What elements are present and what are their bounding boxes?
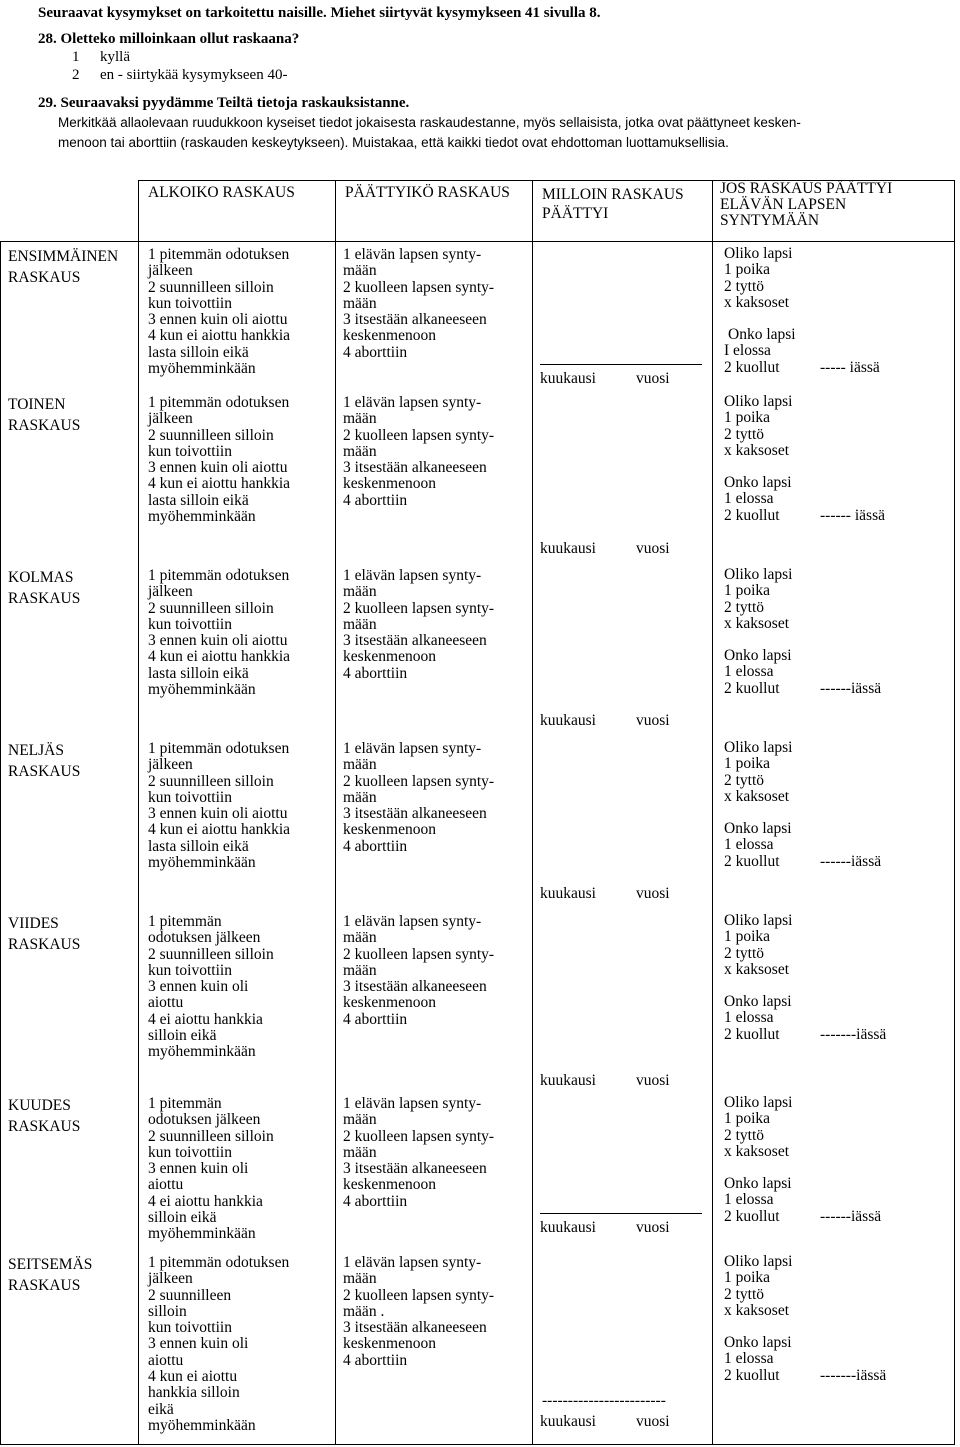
alkoiko-option-line[interactable]: 2 suunnilleen silloin (148, 772, 274, 790)
alkoiko-option-line[interactable]: odotuksen jälkeen (148, 1111, 261, 1129)
alkoiko-option-line[interactable]: 1 pitemmän odotuksen (148, 394, 290, 411)
q28-option-number: 1 (72, 49, 80, 65)
paattyiko-option-line[interactable]: keskenmenoon (343, 994, 436, 1012)
paattyiko-option-line[interactable]: mään (343, 410, 377, 428)
child-tytto[interactable]: 2 tyttö (724, 425, 765, 443)
child-info[interactable] (724, 246, 880, 376)
intro-section (38, 4, 953, 152)
paattyiko-option-line[interactable]: 3 itsestään alkaneeseen (343, 459, 487, 477)
alkoiko-option-line[interactable]: myöhemminkään (148, 1043, 256, 1061)
alkoiko-option-line[interactable]: 2 suunnilleen silloin (148, 599, 274, 617)
paattyiko-option-line[interactable]: keskenmenoon (343, 327, 436, 345)
child-gap (724, 459, 885, 475)
alkoiko-option-line[interactable]: myöhemminkään (148, 1416, 256, 1434)
child-kaksoset[interactable]: x kaksoset (724, 960, 790, 978)
paattyiko-option-line[interactable]: 4 aborttiin (343, 664, 408, 682)
alkoiko-option-line[interactable]: lasta silloin eikä (148, 837, 249, 855)
alkoiko-option-line[interactable]: 3 ennen kuin oli (148, 1160, 249, 1178)
table-right-border (954, 180, 955, 1445)
paattyiko-option-line[interactable]: mään (343, 442, 377, 460)
row-label-line: RASKAUS (8, 1118, 81, 1135)
paattyiko-options[interactable] (343, 1096, 494, 1210)
alkoiko-option-line[interactable]: odotuksen jälkeen (148, 929, 261, 947)
alkoiko-option-line[interactable]: kun toivottiin (148, 961, 232, 979)
paattyiko-option-line[interactable]: 4 aborttiin (343, 1010, 408, 1028)
paattyiko-option-line[interactable]: mään (343, 1270, 377, 1288)
child-poika[interactable]: 1 poika (724, 261, 771, 279)
alkoiko-option-line[interactable]: jälkeen (148, 1270, 193, 1288)
alkoiko-option-line[interactable]: 2 suunnilleen silloin (148, 1127, 274, 1145)
paattyiko-option-line[interactable]: 1 elävän lapsen synty- (343, 567, 482, 584)
row-label-line: RASKAUS (8, 936, 81, 953)
question-28: 28. Oletteko milloinkaan ollut raskaana? (38, 31, 300, 47)
child-poika[interactable]: 1 poika (724, 582, 771, 600)
paattyiko-option-line[interactable]: keskenmenoon (343, 1335, 436, 1353)
child-age-field[interactable]: ----- iässä (820, 358, 880, 376)
paattyiko-option-line[interactable]: mään (343, 929, 377, 947)
child-tytto[interactable]: 2 tyttö (724, 1285, 765, 1303)
child-oliko: Oliko lapsi (724, 566, 793, 583)
child-poika[interactable]: 1 poika (724, 1110, 771, 1128)
instruction-line-1: Merkitkää allaolevaan ruudukkoon kyseiset tiedot jokaisesta raskaudestanne, myös sellaisista, jotka ovat päättyneet kesken- (58, 115, 801, 130)
paattyiko-option-line[interactable]: keskenmenoon (343, 648, 436, 666)
paattyiko-option-line[interactable]: 1 elävän lapsen synty- (343, 1095, 482, 1112)
child-kuollut[interactable]: 2 kuollut (724, 1207, 780, 1225)
alkoiko-option-line[interactable]: 3 ennen kuin oli aiottu (148, 311, 288, 329)
paattyiko-option-line[interactable]: mään (343, 961, 377, 979)
alkoiko-option-line[interactable]: aiottu (148, 1351, 184, 1369)
paattyiko-option-line[interactable]: 4 aborttiin (343, 343, 408, 361)
date-labels (540, 712, 670, 730)
alkoiko-options[interactable] (148, 1255, 289, 1434)
child-age-field[interactable]: ------iässä (820, 852, 882, 870)
q28-option-2[interactable] (72, 66, 953, 84)
paattyiko-option-line[interactable]: mään (343, 788, 377, 806)
alkoiko-option-line[interactable]: kun toivottiin (148, 615, 232, 633)
child-kuollut-row[interactable] (724, 1209, 881, 1225)
alkoiko-option-line[interactable]: aiottu (148, 994, 184, 1012)
child-kuollut[interactable]: 2 kuollut (724, 1025, 780, 1043)
alkoiko-option-line[interactable]: 1 pitemmän odotuksen (148, 246, 290, 263)
child-elossa[interactable]: 1 elossa (724, 1009, 774, 1027)
paattyiko-option-line[interactable]: 1 elävän lapsen synty- (343, 913, 482, 930)
child-onko: Onko lapsi (724, 474, 792, 492)
column-divider-4 (712, 180, 713, 1445)
date-labels (540, 1072, 670, 1090)
row-label-line: RASKAUS (8, 417, 81, 434)
row-label-line: NELJÄS (8, 742, 64, 759)
paattyiko-option-line[interactable]: 2 kuolleen lapsen synty- (343, 772, 495, 790)
alkoiko-option-line[interactable]: 1 pitemmän odotuksen (148, 567, 290, 584)
paattyiko-option-line[interactable]: keskenmenoon (343, 821, 436, 839)
month-label: kuukausi (540, 370, 596, 387)
child-age-field[interactable]: -------iässä (820, 1025, 887, 1043)
column-divider-1 (138, 180, 139, 1445)
paattyiko-options[interactable] (343, 741, 494, 855)
child-elossa[interactable]: 1 elossa (724, 1350, 774, 1368)
child-age-field[interactable]: ------ iässä (820, 506, 885, 524)
child-kaksoset[interactable]: x kaksoset (724, 614, 790, 632)
paattyiko-option-line[interactable]: mään (343, 756, 377, 774)
child-info[interactable] (724, 567, 881, 697)
paattyiko-option-line[interactable]: 3 itsestään alkaneeseen (343, 311, 487, 329)
alkoiko-options[interactable] (148, 568, 290, 698)
child-poika[interactable]: 1 poika (724, 409, 771, 427)
child-kaksoset[interactable]: x kaksoset (724, 1301, 790, 1319)
header-lapsi-line: ELÄVÄN LAPSEN (720, 196, 847, 213)
date-labels (540, 370, 670, 388)
paattyiko-option-line[interactable]: mään (343, 1111, 377, 1129)
alkoiko-options[interactable] (148, 395, 290, 525)
q28-option-text: kyllä (100, 49, 130, 65)
alkoiko-option-line[interactable]: 3 ennen kuin oli aiottu (148, 805, 288, 823)
paattyiko-options[interactable] (343, 395, 494, 509)
alkoiko-option-line[interactable]: 2 suunnilleen silloin (148, 278, 274, 296)
date-entry-dashes[interactable]: ------------------------ (542, 1392, 666, 1409)
row-label-line: TOINEN (8, 396, 66, 413)
child-info[interactable] (724, 394, 885, 524)
alkoiko-option-line[interactable]: 4 kun ei aiottu hankkia (148, 821, 291, 839)
row-label (8, 567, 80, 609)
child-oliko: Oliko lapsi (724, 912, 793, 929)
child-tytto[interactable]: 2 tyttö (724, 771, 765, 789)
date-labels (540, 1219, 670, 1237)
month-label: kuukausi (540, 1219, 596, 1236)
header-paattyiko-label: PÄÄTTYIKÖ RASKAUS (345, 184, 510, 201)
alkoiko-options[interactable] (148, 247, 290, 377)
header-paattyiko (345, 185, 510, 200)
header-milloin-line: MILLOIN RASKAUS (542, 186, 684, 203)
child-elossa[interactable]: 1 elossa (724, 663, 774, 681)
year-label: vuosi (636, 540, 670, 557)
child-poika[interactable]: 1 poika (724, 755, 771, 773)
row-label-line: RASKAUS (8, 763, 81, 780)
child-poika[interactable]: 1 poika (724, 928, 771, 946)
alkoiko-option-line[interactable]: myöhemminkään (148, 1225, 256, 1243)
month-label: kuukausi (540, 540, 596, 557)
alkoiko-option-line[interactable]: 4 kun ei aiottu hankkia (148, 475, 291, 493)
paattyiko-option-line[interactable]: keskenmenoon (343, 1176, 436, 1194)
alkoiko-option-line[interactable]: jälkeen (148, 410, 193, 428)
alkoiko-options[interactable] (148, 741, 290, 871)
paattyiko-option-line[interactable]: 2 kuolleen lapsen synty- (343, 426, 495, 444)
year-label: vuosi (636, 370, 670, 387)
child-elossa[interactable]: 1 elossa (724, 490, 774, 508)
row-label-line: RASKAUS (8, 590, 81, 607)
month-label: kuukausi (540, 1072, 596, 1089)
year-label: vuosi (636, 1219, 670, 1236)
column-divider-3 (532, 180, 533, 1445)
paattyiko-option-line[interactable]: 3 itsestään alkaneeseen (343, 632, 487, 650)
alkoiko-option-line[interactable]: silloin eikä (148, 1027, 217, 1045)
child-info[interactable] (724, 913, 886, 1043)
child-elossa[interactable]: 1 elossa (724, 1191, 774, 1209)
alkoiko-option-line[interactable]: 1 pitemmän odotuksen (148, 740, 290, 757)
q28-option-number: 2 (72, 67, 80, 83)
paattyiko-option-line[interactable]: keskenmenoon (343, 475, 436, 493)
child-gap (724, 1160, 881, 1176)
paattyiko-option-line[interactable]: 2 kuolleen lapsen synty- (343, 1286, 495, 1304)
child-kaksoset[interactable]: x kaksoset (724, 441, 790, 459)
child-onko: Onko lapsi (724, 1334, 792, 1352)
header-lapsi-line: JOS RASKAUS PÄÄTTYI (720, 180, 893, 197)
alkoiko-option-line[interactable]: 4 ei aiottu hankkia (148, 1192, 263, 1210)
paattyiko-option-line[interactable]: 3 itsestään alkaneeseen (343, 1160, 487, 1178)
alkoiko-option-line[interactable]: kun toivottiin (148, 788, 232, 806)
header-alkoiko (148, 185, 295, 200)
alkoiko-option-line[interactable]: 3 ennen kuin oli aiottu (148, 632, 288, 650)
month-label: kuukausi (540, 885, 596, 902)
paattyiko-option-line[interactable]: 3 itsestään alkaneeseen (343, 805, 487, 823)
question-29: 29. Seuraavaksi pyydämme Teiltä tietoja raskauksistanne. (38, 95, 410, 111)
child-kuollut[interactable]: 2 kuollut (724, 679, 780, 697)
header-milloin (542, 185, 684, 223)
alkoiko-option-line[interactable]: 2 suunnilleen silloin (148, 945, 274, 963)
paattyiko-option-line[interactable]: mään . (343, 1302, 385, 1320)
child-kuollut[interactable]: 2 kuollut (724, 852, 780, 870)
paattyiko-option-line[interactable]: 1 elävän lapsen synty- (343, 740, 482, 757)
alkoiko-option-line[interactable]: 2 suunnilleen (148, 1286, 232, 1304)
child-oliko: Oliko lapsi (724, 739, 793, 756)
row-label-line: KUUDES (8, 1097, 71, 1114)
alkoiko-option-line[interactable]: kun toivottiin (148, 1143, 232, 1161)
alkoiko-option-line[interactable]: jälkeen (148, 583, 193, 601)
paattyiko-option-line[interactable]: 3 itsestään alkaneeseen (343, 1319, 487, 1337)
child-age-field[interactable]: ------iässä (820, 679, 882, 697)
instruction-line-2: menoon tai aborttiin (raskauden keskeytykseen). Muistakaa, että kaikki tiedot ovat ehdottoman luottamuksellisia. (58, 135, 729, 150)
alkoiko-option-line[interactable]: 4 ei aiottu hankkia (148, 1010, 263, 1028)
alkoiko-options[interactable] (148, 914, 274, 1061)
child-onko: Onko lapsi (724, 647, 792, 665)
alkoiko-option-line[interactable]: lasta silloin eikä (148, 491, 249, 509)
q28-option-1[interactable] (72, 48, 953, 66)
paattyiko-option-line[interactable]: mään (343, 1143, 377, 1161)
child-age-field[interactable]: ------iässä (820, 1207, 882, 1225)
row-label (8, 740, 80, 782)
alkoiko-option-line[interactable]: myöhemminkään (148, 681, 256, 699)
child-kuollut-row[interactable] (724, 508, 885, 524)
alkoiko-option-line[interactable]: kun toivottiin (148, 294, 232, 312)
child-tytto[interactable]: 2 tyttö (724, 598, 765, 616)
table-bottom-border (0, 1444, 955, 1445)
paattyiko-option-line[interactable]: mään (343, 294, 377, 312)
header-milloin-line: PÄÄTTYI (542, 205, 609, 222)
child-tytto[interactable]: 2 tyttö (724, 1126, 765, 1144)
child-info[interactable] (724, 1095, 881, 1225)
child-poika[interactable]: 1 poika (724, 1269, 771, 1287)
child-info[interactable] (724, 1254, 886, 1384)
child-kaksoset[interactable]: x kaksoset (724, 787, 790, 805)
paattyiko-option-line[interactable]: 2 kuolleen lapsen synty- (343, 278, 495, 296)
alkoiko-option-line[interactable]: 4 kun ei aiottu hankkia (148, 648, 291, 666)
alkoiko-option-line[interactable]: 3 ennen kuin oli (148, 978, 249, 996)
child-oliko: Oliko lapsi (724, 1094, 793, 1111)
paattyiko-option-line[interactable]: 4 aborttiin (343, 1192, 408, 1210)
alkoiko-option-line[interactable]: jälkeen (148, 262, 193, 280)
alkoiko-option-line[interactable]: 3 ennen kuin oli (148, 1335, 249, 1353)
alkoiko-option-line[interactable]: 2 suunnilleen silloin (148, 426, 274, 444)
child-kuollut-row[interactable] (724, 360, 880, 376)
alkoiko-option-line[interactable]: 1 pitemmän (148, 913, 222, 930)
child-info[interactable] (724, 740, 881, 870)
child-elossa[interactable]: I elossa (724, 342, 771, 360)
child-onko: Onko lapsi (724, 993, 792, 1011)
paattyiko-option-line[interactable]: 1 elävän lapsen synty- (343, 1254, 482, 1271)
header-lapsi (720, 181, 892, 229)
row-label (8, 1095, 80, 1137)
child-kuollut-row[interactable] (724, 1027, 886, 1043)
child-gap (724, 1319, 886, 1335)
intro-note: Seuraavat kysymykset on tarkoitettu naisille. Miehet siirtyvät kysymykseen 41 sivulla 8. (38, 5, 601, 21)
child-onko: Onko lapsi (724, 1175, 792, 1193)
child-onko: Onko lapsi (724, 820, 792, 838)
table-left-border (0, 241, 1, 1445)
child-oliko: Oliko lapsi (724, 245, 793, 262)
child-gap (724, 978, 886, 994)
row-label-line: SEITSEMÄS (8, 1256, 93, 1273)
year-label: vuosi (636, 1072, 670, 1089)
child-kuollut[interactable]: 2 kuollut (724, 506, 780, 524)
paattyiko-option-line[interactable]: 1 elävän lapsen synty- (343, 394, 482, 411)
alkoiko-option-line[interactable]: hankkia silloin (148, 1384, 240, 1402)
child-oliko: Oliko lapsi (724, 1253, 793, 1270)
child-kaksoset[interactable]: x kaksoset (724, 1142, 790, 1160)
alkoiko-option-line[interactable]: myöhemminkään (148, 508, 256, 526)
alkoiko-option-line[interactable]: lasta silloin eikä (148, 664, 249, 682)
paattyiko-options[interactable] (343, 1255, 494, 1369)
paattyiko-option-line[interactable]: mään (343, 615, 377, 633)
row-label-line: VIIDES (8, 915, 59, 932)
child-age-field[interactable]: -------iässä (820, 1366, 887, 1384)
alkoiko-options[interactable] (148, 1096, 274, 1243)
paattyiko-option-line[interactable]: 4 aborttiin (343, 491, 408, 509)
alkoiko-option-line[interactable]: lasta silloin eikä (148, 343, 249, 361)
alkoiko-option-line[interactable]: silloin (148, 1302, 187, 1320)
alkoiko-option-line[interactable]: kun toivottiin (148, 1319, 232, 1337)
child-tytto[interactable]: 2 tyttö (724, 277, 765, 295)
year-label: vuosi (636, 712, 670, 729)
child-onko: Onko lapsi (728, 326, 796, 344)
alkoiko-option-line[interactable]: myöhemminkään (148, 854, 256, 872)
alkoiko-option-line[interactable]: 1 pitemmän odotuksen (148, 1254, 290, 1271)
alkoiko-option-line[interactable]: eikä (148, 1400, 174, 1418)
month-label: kuukausi (540, 712, 596, 729)
header-lapsi-line: SYNTYMÄÄN (720, 212, 820, 229)
paattyiko-options[interactable] (343, 568, 494, 682)
child-kuollut-row[interactable] (724, 681, 881, 697)
paattyiko-option-line[interactable]: 2 kuolleen lapsen synty- (343, 599, 495, 617)
paattyiko-option-line[interactable]: 1 elävän lapsen synty- (343, 246, 482, 263)
row-label-line: RASKAUS (8, 1277, 81, 1294)
paattyiko-option-line[interactable]: mään (343, 262, 377, 280)
paattyiko-option-line[interactable]: 4 aborttiin (343, 837, 408, 855)
date-labels (540, 540, 670, 558)
child-gap (724, 632, 881, 648)
alkoiko-option-line[interactable]: silloin eikä (148, 1209, 217, 1227)
row-label (8, 1254, 92, 1296)
alkoiko-option-line[interactable]: jälkeen (148, 756, 193, 774)
child-kuollut-row[interactable] (724, 1368, 886, 1384)
child-elossa[interactable]: 1 elossa (724, 836, 774, 854)
alkoiko-option-line[interactable]: 4 kun ei aiottu hankkia (148, 327, 291, 345)
alkoiko-option-line[interactable]: kun toivottiin (148, 442, 232, 460)
year-label: vuosi (636, 885, 670, 902)
child-kuollut[interactable]: 2 kuollut (724, 358, 780, 376)
child-kaksoset[interactable]: x kaksoset (724, 293, 790, 311)
row-label-line: KOLMAS (8, 569, 74, 586)
row-label (8, 246, 118, 288)
column-divider-2 (335, 180, 336, 1445)
paattyiko-option-line[interactable]: 2 kuolleen lapsen synty- (343, 1127, 495, 1145)
alkoiko-option-line[interactable]: 1 pitemmän (148, 1095, 222, 1112)
alkoiko-option-line[interactable]: 4 kun ei aiottu (148, 1368, 238, 1386)
paattyiko-option-line[interactable]: 3 itsestään alkaneeseen (343, 978, 487, 996)
alkoiko-option-line[interactable]: myöhemminkään (148, 360, 256, 378)
row-label (8, 394, 80, 436)
paattyiko-option-line[interactable]: 2 kuolleen lapsen synty- (343, 945, 495, 963)
month-label: kuukausi (540, 1413, 596, 1430)
year-label: vuosi (636, 1413, 670, 1430)
row-label-line: ENSIMMÄINEN (8, 248, 119, 265)
table-header-bottom-border (0, 241, 955, 242)
row-label (8, 913, 80, 955)
paattyiko-option-line[interactable]: mään (343, 583, 377, 601)
child-kuollut-row[interactable] (724, 854, 881, 870)
child-tytto[interactable]: 2 tyttö (724, 944, 765, 962)
alkoiko-option-line[interactable]: aiottu (148, 1176, 184, 1194)
q28-option-text: en - siirtykää kysymykseen 40- (100, 67, 288, 83)
date-entry-line[interactable] (540, 1213, 702, 1214)
header-alkoiko-label: ALKOIKO RASKAUS (148, 184, 295, 201)
date-labels (540, 885, 670, 903)
child-oliko: Oliko lapsi (724, 393, 793, 410)
alkoiko-option-line[interactable]: 3 ennen kuin oli aiottu (148, 459, 288, 477)
child-kuollut[interactable]: 2 kuollut (724, 1366, 780, 1384)
date-labels (540, 1413, 670, 1431)
child-gap (724, 805, 881, 821)
child-gap (724, 311, 880, 327)
date-entry-line[interactable] (540, 364, 702, 365)
paattyiko-options[interactable] (343, 914, 494, 1028)
paattyiko-option-line[interactable]: 4 aborttiin (343, 1351, 408, 1369)
row-label-line: RASKAUS (8, 269, 81, 286)
paattyiko-options[interactable] (343, 247, 494, 361)
